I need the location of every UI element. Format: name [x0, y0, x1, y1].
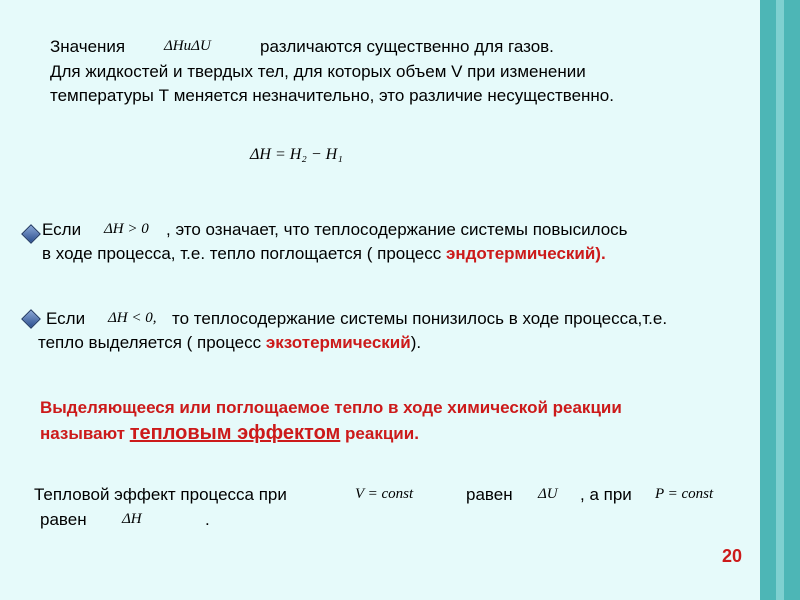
bullet-2-prefix: Если	[46, 309, 86, 328]
heat-effect-equals: равен	[466, 485, 513, 504]
exothermic-term: экзотермический	[265, 333, 411, 352]
heat-effect-and-at: , а при	[580, 485, 632, 504]
bullet-1-line2: в ходе процесса, т.е. тепло поглощается ( процесс эндотермический).	[42, 244, 606, 263]
bullet-1-rest: , это означает, что теплосодержание системы повысилось	[166, 220, 628, 239]
bullet-2-math: ΔH < 0,	[108, 310, 157, 326]
math-v-const: V = const	[355, 486, 414, 502]
heat-effect-prefix: Тепловой эффект процесса при	[34, 485, 287, 504]
enthalpy-formula: ΔH = H₂ − H₁	[250, 146, 343, 163]
definition-line2: называют тепловым эффектом реакции.	[40, 422, 419, 444]
math-du: ΔU	[538, 486, 558, 502]
heat-effect-line2-prefix: равен	[40, 510, 87, 529]
intro-suffix: различаются существенно для газов.	[260, 37, 554, 56]
decorative-side-bar	[760, 0, 800, 600]
bullet-2-icon	[21, 309, 41, 329]
bullet-1-prefix: Если	[42, 220, 82, 239]
page-number: 20	[722, 546, 743, 566]
intro-math: ΔHиΔU	[164, 38, 211, 54]
bullet-2-rest: то теплосодержание системы понизилось в ходе процесса,т.е.	[172, 309, 668, 328]
heat-effect-term: тепловым эффектом	[129, 422, 341, 444]
intro-line2: Для жидкостей и твердых тел, для которых объем V при изменении	[50, 62, 586, 81]
endothermic-term: эндотермический).	[445, 244, 606, 263]
heat-effect-line2-suffix: .	[205, 510, 210, 529]
definition-line1: Выделяющееся или поглощаемое тепло в ходе химической реакции	[40, 398, 622, 417]
bullet-1-math: ΔH > 0	[104, 221, 149, 237]
math-dh: ΔH	[122, 511, 142, 527]
intro-line3: температуры Т меняется незначительно, это различие несущественно.	[50, 86, 614, 105]
intro-prefix: Значения	[50, 37, 126, 56]
math-p-const: P = const	[655, 486, 714, 502]
bullet-1-icon	[21, 224, 41, 244]
bullet-2-line2: тепло выделяется ( процесс экзотермический).	[38, 333, 422, 352]
